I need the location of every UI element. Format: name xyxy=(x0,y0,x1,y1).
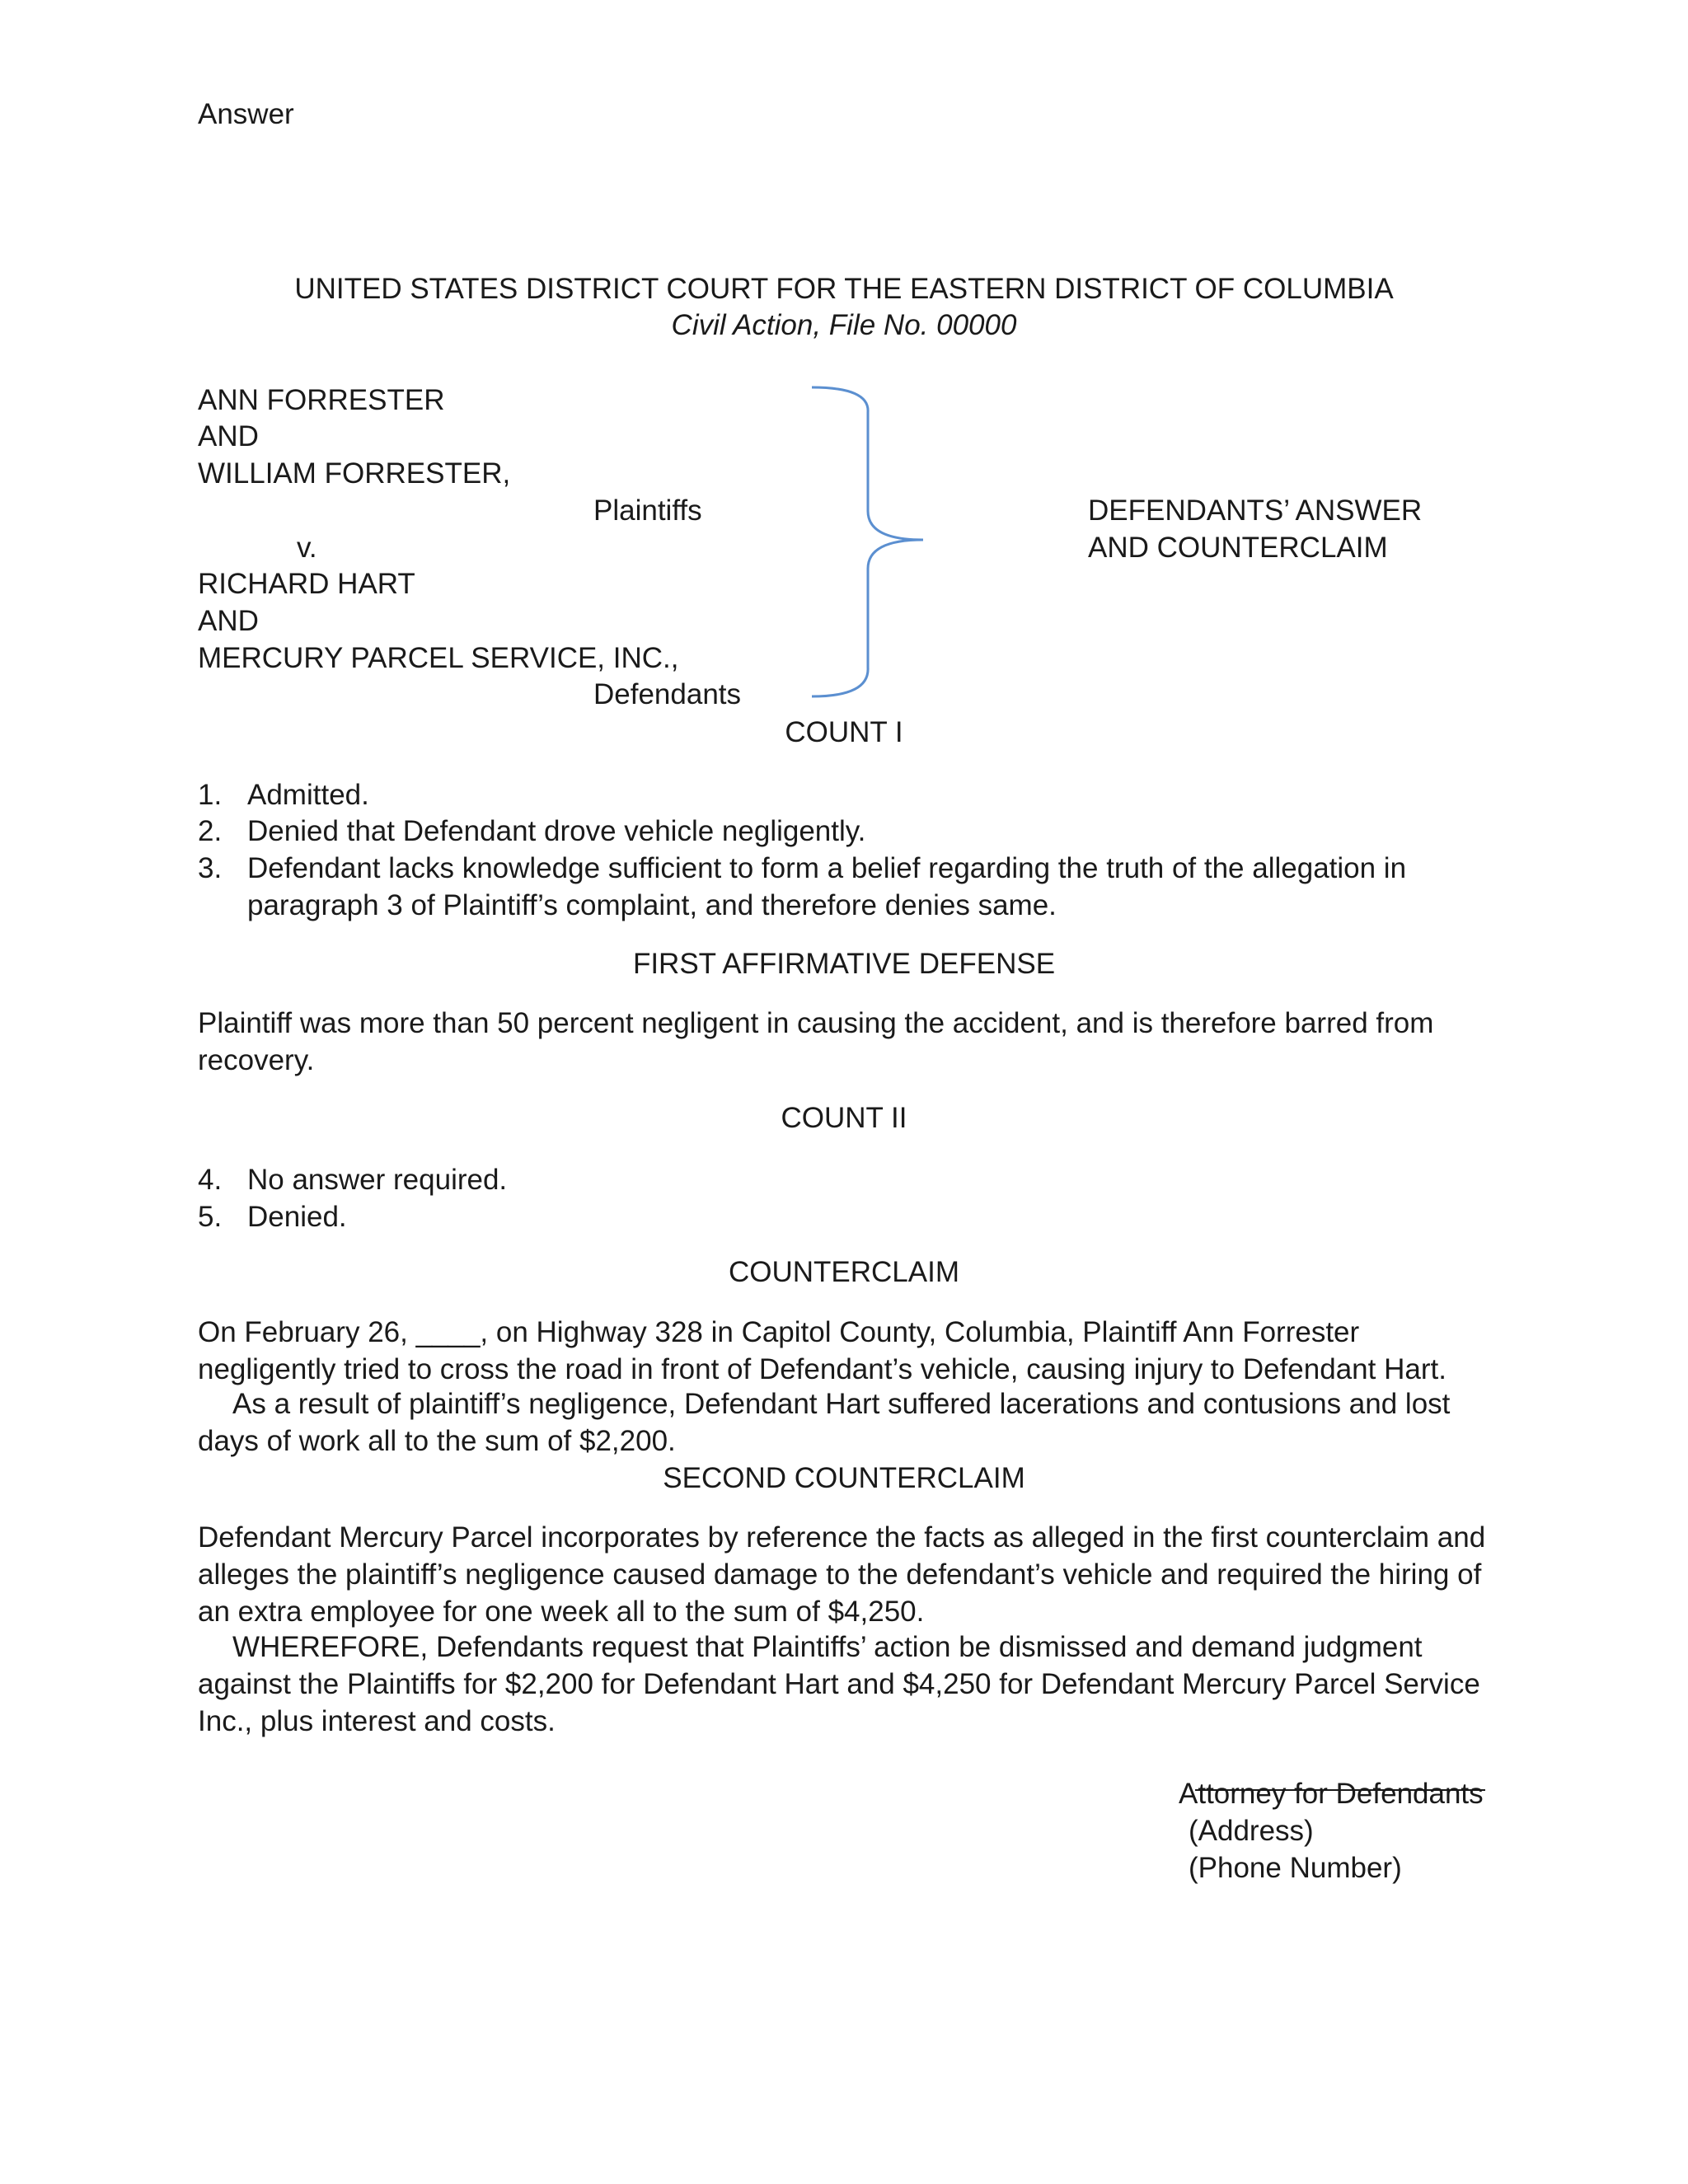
item-text: Admitted. xyxy=(247,779,369,811)
defendants-label: Defendants xyxy=(593,678,742,710)
plaintiff-name-1: ANN FORRESTER xyxy=(198,384,445,416)
first-affirmative-defense-text: Plaintiff was more than 50 percent negligent in causing the accident, and is therefore barred from recovery. xyxy=(198,1007,1434,1076)
plaintiffs-label: Plaintiffs xyxy=(593,494,702,527)
attorney-phone: (Phone Number) xyxy=(1189,1852,1402,1884)
pleading-title-line-1: DEFENDANTS’ ANSWER xyxy=(1088,494,1423,527)
second-counterclaim-heading: SECOND COUNTERCLAIM xyxy=(663,1462,1025,1494)
first-affirmative-defense-heading: FIRST AFFIRMATIVE DEFENSE xyxy=(632,948,1056,980)
item-number: 3. xyxy=(198,852,223,884)
plaintiff-name-2: WILLIAM FORRESTER, xyxy=(198,457,511,490)
count-1-heading: COUNT I xyxy=(785,716,903,748)
caption-and-2: AND xyxy=(198,605,259,637)
second-counterclaim-paragraph-1: Defendant Mercury Parcel incorporates by reference the facts as alleged in the first counterclaim and alleges the plaintiff’s negligence caused damage to the defendant’s vehicle and required the hiring of an extra employee for one week all to the sum of $4,250. xyxy=(198,1521,1486,1628)
civil-action-number: Civil Action, File No. 00000 xyxy=(671,309,1017,341)
attorney-title: Attorney for Defendants xyxy=(1179,1778,1484,1810)
item-number: 1. xyxy=(198,779,223,811)
versus-label: v. xyxy=(297,532,317,564)
brace-shape xyxy=(812,387,923,696)
item-text: Defendant lacks knowledge sufficient to form a belief regarding the truth of the allegation in paragraph 3 of Plaintiff’s complaint, and therefore denies same. xyxy=(247,852,1407,921)
item-text: Denied. xyxy=(247,1201,347,1233)
item-number: 5. xyxy=(198,1201,223,1233)
court-name: UNITED STATES DISTRICT COURT FOR THE EASTERN DISTRICT OF COLUMBIA xyxy=(294,273,1394,305)
defendant-name-2: MERCURY PARCEL SERVICE, INC., xyxy=(198,642,679,674)
counterclaim-heading: COUNTERCLAIM xyxy=(728,1256,960,1288)
counterclaim-paragraph-1: On February 26, ____, on Highway 328 in Capitol County, Columbia, Plaintiff Ann Forrester negligently tried to cross the road in front of Defendant’s vehicle, causing injury to Defendant Hart. xyxy=(198,1316,1447,1385)
item-text: Denied that Defendant drove vehicle negligently. xyxy=(247,815,866,847)
item-number: 4. xyxy=(198,1164,223,1196)
counterclaim-paragraph-2: As a result of plaintiff’s negligence, Defendant Hart suffered lacerations and contusions and lost days of work all to the sum of $2,200. xyxy=(198,1388,1451,1457)
document-header-label: Answer xyxy=(198,98,294,130)
item-text: No answer required. xyxy=(247,1164,508,1196)
item-number: 2. xyxy=(198,815,223,847)
pleading-title-line-2: AND COUNTERCLAIM xyxy=(1088,532,1388,564)
count-2-heading: COUNT II xyxy=(781,1102,907,1134)
attorney-address: (Address) xyxy=(1189,1815,1314,1847)
wherefore-paragraph: WHEREFORE, Defendants request that Plaintiffs’ action be dismissed and demand judgment against the Plaintiffs for $2,200 for Defendant Hart and $4,250 for Defendant Mercury Parcel Service Inc., plus interest and costs. xyxy=(198,1631,1480,1737)
caption-and-1: AND xyxy=(198,420,259,452)
defendant-name-1: RICHARD HART xyxy=(198,568,415,600)
